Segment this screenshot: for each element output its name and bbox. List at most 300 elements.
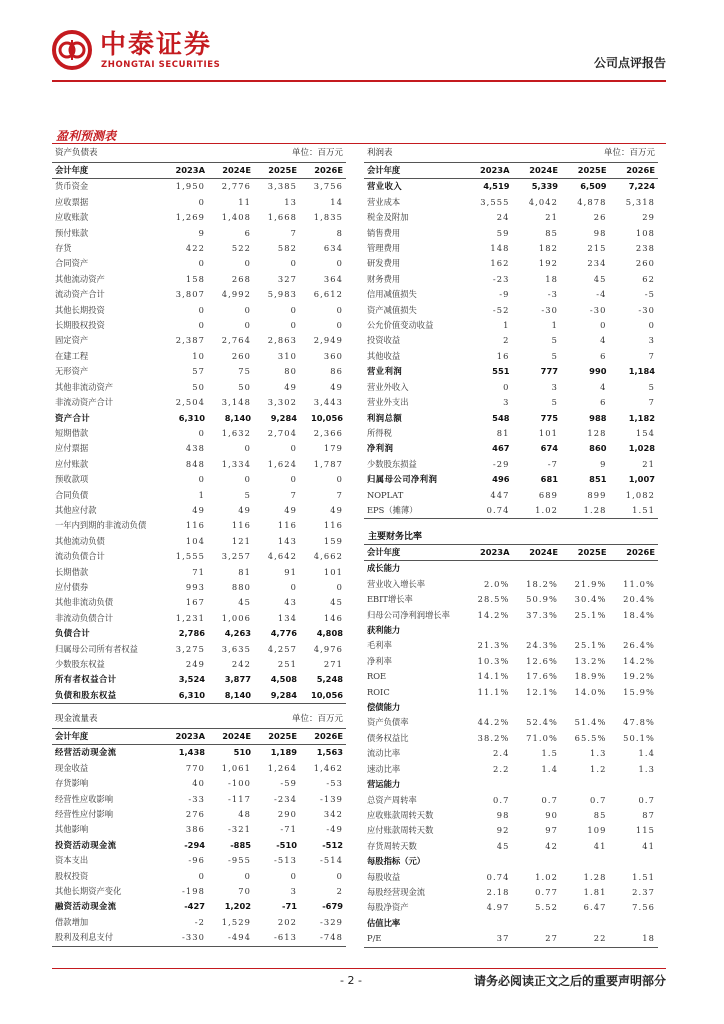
row-value	[610, 561, 659, 577]
row-value: 1	[503, 320, 510, 331]
row-value: 49	[192, 504, 205, 515]
row-value: 20.4%	[623, 594, 655, 605]
column-header-year: 2023A	[162, 729, 208, 745]
row-value: 1,555	[175, 551, 205, 562]
row-value: -4	[596, 289, 607, 300]
row-value: 41	[593, 840, 607, 851]
zhongtai-logo-icon	[52, 30, 92, 70]
row-value: 1.51	[610, 503, 659, 519]
page-number: - 2 -	[340, 974, 362, 987]
row-value: 7	[648, 397, 655, 408]
row-value: 3,807	[175, 289, 205, 300]
row-value: -748	[300, 930, 346, 946]
table-row	[52, 807, 346, 822]
row-label: 应收票据	[55, 196, 89, 207]
row-value: 1,787	[313, 458, 343, 469]
row-label: 税金及附加	[367, 212, 409, 223]
brand-name-english: ZHONGTAI SECURITIES	[101, 60, 221, 70]
page-header	[0, 0, 724, 90]
row-value: 2.37	[632, 886, 655, 897]
row-value: 689	[538, 489, 558, 500]
row-value: 30.4%	[574, 594, 607, 605]
row-value	[610, 916, 659, 931]
row-value: 364	[323, 273, 343, 284]
row-value: 17.6%	[526, 671, 558, 682]
table-row	[52, 776, 346, 791]
row-label: 营运能力	[367, 779, 401, 790]
row-value	[610, 623, 659, 638]
row-value: 2.18	[486, 886, 510, 897]
row-value: 0.7	[590, 794, 607, 805]
row-value	[513, 561, 562, 577]
row-value: 9,284	[254, 688, 300, 704]
row-label: 投资收益	[367, 335, 401, 346]
row-value: 5	[551, 397, 558, 408]
section-divider	[52, 143, 666, 144]
row-value: 310	[277, 350, 297, 361]
row-value: 50	[192, 381, 205, 392]
row-label: 应付债券	[55, 581, 89, 592]
row-value	[561, 854, 610, 869]
section-title: 盈利预测表	[56, 129, 117, 143]
row-label: 归属母公司净利润	[367, 474, 438, 485]
row-value: 11	[238, 196, 251, 207]
row-label: 存货	[55, 243, 72, 254]
row-value: 1,950	[175, 181, 205, 192]
row-label: 融资活动现金流	[55, 901, 117, 912]
row-label: 其他流动负债	[55, 535, 105, 546]
row-value: 0.7	[493, 794, 510, 805]
column-header-year: 2025E	[561, 163, 610, 179]
row-value: 27	[513, 931, 562, 947]
table-row	[364, 715, 658, 730]
table-group-row	[364, 916, 658, 931]
row-value: 1.2	[590, 763, 607, 774]
row-label: 存货影响	[55, 778, 89, 789]
table-row	[52, 642, 346, 657]
row-value: 1	[198, 489, 205, 500]
row-value: -427	[184, 901, 205, 912]
table-caption: 利润表	[367, 148, 393, 158]
row-value: 342	[323, 809, 343, 820]
row-label: 经营活动现金流	[55, 747, 117, 758]
row-value: 26	[593, 212, 607, 223]
row-label: 其他应付款	[55, 504, 97, 515]
table-unit: 单位：百万元	[603, 148, 655, 158]
row-value: 4,263	[224, 628, 251, 639]
row-value: 12.6%	[526, 655, 558, 666]
row-value: 4,642	[267, 551, 297, 562]
row-value: -23	[492, 273, 510, 284]
row-value: 777	[540, 366, 558, 377]
row-value: -294	[184, 839, 205, 850]
row-value: 1,835	[313, 212, 343, 223]
row-value: 49	[284, 504, 297, 515]
row-value: 158	[185, 273, 205, 284]
column-header-year: 2026E	[610, 545, 659, 561]
row-value	[561, 623, 610, 638]
row-value: 215	[587, 243, 607, 254]
column-header-year: 2025E	[561, 545, 610, 561]
row-label: 净利润	[367, 443, 394, 454]
row-label: 每股净资产	[367, 902, 409, 913]
row-value: 87	[642, 809, 655, 820]
row-value: 162	[490, 258, 510, 269]
row-value: 251	[277, 659, 297, 669]
row-value: -329	[319, 916, 343, 927]
row-value: 848	[185, 458, 205, 469]
row-label: 存货周转天数	[367, 840, 417, 851]
table-row	[364, 839, 658, 854]
row-value: 8,140	[224, 412, 251, 423]
row-value: 18.2%	[526, 578, 558, 589]
row-label: 负债和股东权益	[52, 688, 162, 704]
row-value: 148	[490, 243, 510, 254]
row-value: 0	[198, 474, 205, 485]
table-row	[364, 472, 658, 487]
table-row	[52, 349, 346, 364]
row-value: 0	[290, 474, 297, 485]
row-value: 7	[290, 227, 297, 238]
table-row	[52, 611, 346, 626]
row-value: 21.9%	[574, 578, 607, 589]
row-value: 2	[336, 886, 343, 897]
row-value: 0.7	[541, 794, 558, 805]
row-value: -330	[162, 930, 208, 946]
row-label: 股权投资	[55, 870, 89, 881]
row-value: 993	[185, 581, 205, 592]
row-label: 其他非流动负债	[55, 597, 114, 608]
row-label: 借款增加	[55, 916, 89, 927]
row-value: -30	[638, 304, 655, 315]
table-row	[52, 256, 346, 271]
row-value: 438	[185, 443, 205, 454]
row-label: 资本支出	[55, 855, 89, 866]
row-value: 5,339	[531, 181, 558, 192]
row-value: 29	[642, 212, 655, 223]
table-row	[364, 823, 658, 838]
table-group-row	[364, 777, 658, 792]
row-value: 467	[492, 443, 510, 454]
row-label: 应付账款周转天数	[367, 825, 434, 836]
row-label: P/E	[364, 931, 464, 947]
row-value: 447	[490, 489, 510, 500]
row-value: 3,148	[221, 397, 251, 408]
table-row	[52, 745, 346, 761]
table-row	[52, 657, 346, 672]
row-value: 4,257	[267, 643, 297, 654]
row-label: EPS（摊薄）	[364, 503, 464, 519]
row-value: 121	[231, 535, 251, 546]
table-row	[52, 534, 346, 549]
table-row	[52, 195, 346, 210]
row-label: 其他影响	[55, 824, 89, 835]
row-label: 少数股东权益	[55, 659, 105, 669]
row-value: 496	[492, 474, 510, 485]
row-value	[464, 854, 513, 869]
row-value: 52.4%	[526, 717, 558, 728]
row-value: 91	[284, 566, 297, 577]
row-value: 50.9%	[526, 594, 558, 605]
row-value: 18.4%	[623, 609, 655, 620]
table-row	[364, 333, 658, 348]
row-value: 0	[336, 870, 343, 881]
row-value: -53	[326, 778, 343, 789]
row-value: 2.2	[493, 763, 510, 774]
column-header-year: 2023A	[162, 163, 208, 179]
table-row	[52, 838, 346, 853]
row-value: 1,189	[270, 747, 297, 758]
row-value: 1.5	[541, 748, 558, 759]
row-value: 0.74	[486, 871, 510, 882]
row-value: -100	[227, 778, 251, 789]
table-row	[52, 792, 346, 807]
row-value: 71	[192, 566, 205, 577]
row-label: 每股经营现金流	[367, 886, 426, 897]
table-row	[364, 685, 658, 700]
table-row	[364, 669, 658, 684]
row-value: 360	[323, 350, 343, 361]
row-value: 15.9%	[623, 686, 655, 697]
row-value: 2,764	[221, 335, 251, 346]
row-value: 202	[277, 916, 297, 927]
table-row	[52, 287, 346, 302]
row-value: 0	[336, 581, 343, 592]
row-value: 18	[545, 273, 558, 284]
row-label: 其他非流动资产	[55, 381, 114, 392]
row-value: 146	[323, 612, 343, 623]
row-value: 4.97	[486, 902, 510, 913]
row-value: 0	[336, 304, 343, 315]
row-value: 116	[277, 520, 297, 531]
row-label: ROE	[367, 671, 387, 682]
row-value	[464, 777, 513, 792]
row-value: 57	[192, 366, 205, 377]
row-value: 5,983	[267, 289, 297, 300]
row-value: 0	[336, 320, 343, 331]
row-value: 1,334	[221, 458, 251, 469]
column-header-year: 2026E	[300, 163, 346, 179]
row-value: 2,366	[313, 427, 343, 438]
row-value: 0.77	[535, 886, 558, 897]
row-value	[610, 777, 659, 792]
row-value: 0	[290, 581, 297, 592]
financial-ratios-table	[364, 544, 658, 948]
table-row	[364, 900, 658, 915]
row-value: 0	[290, 304, 297, 315]
row-value: 6,310	[162, 688, 208, 704]
row-value: 4	[600, 335, 607, 346]
row-value: 1,028	[628, 443, 655, 454]
row-label: 经营性应收影响	[55, 793, 114, 804]
row-value: -5	[644, 289, 655, 300]
row-value: 10	[192, 350, 205, 361]
row-value: 13	[284, 196, 297, 207]
row-value: 4,776	[270, 628, 297, 639]
row-value: 3	[551, 381, 558, 392]
row-value: 5	[551, 335, 558, 346]
row-value: 234	[587, 258, 607, 269]
column-header-year: 2023A	[464, 163, 513, 179]
row-value: 28.5%	[477, 594, 510, 605]
row-label: 应付票据	[55, 443, 89, 454]
row-value: 14.2%	[477, 609, 510, 620]
table-row	[364, 226, 658, 241]
row-label: 偿债能力	[367, 702, 401, 713]
row-value: 101	[538, 427, 558, 438]
brand-name: 中泰证券	[100, 30, 213, 60]
row-label: 长期股权投资	[55, 320, 105, 331]
row-value: 0	[600, 320, 607, 331]
row-label: 获利能力	[367, 625, 401, 636]
row-value: 104	[185, 535, 205, 546]
row-value	[513, 700, 562, 715]
row-value: 6	[244, 227, 251, 238]
table-header-row	[52, 163, 346, 179]
row-value: 6	[600, 350, 607, 361]
row-label: 营业成本	[367, 196, 401, 207]
table-row	[364, 931, 658, 947]
row-value: 75	[238, 366, 251, 377]
row-value: 1.02	[535, 871, 558, 882]
row-value: 2.0%	[484, 578, 510, 589]
row-value: -29	[492, 458, 510, 469]
row-value: 327	[277, 273, 297, 284]
row-value: 1.02	[513, 503, 562, 519]
table-row	[52, 395, 346, 410]
table-row	[364, 638, 658, 653]
row-label: 归属母公司所有者权益	[55, 643, 138, 654]
row-label: 长期借款	[55, 566, 89, 577]
table-row	[364, 349, 658, 364]
table-row	[52, 411, 346, 426]
row-value: -33	[188, 793, 205, 804]
row-value	[513, 623, 562, 638]
table-row	[52, 210, 346, 225]
row-value	[464, 700, 513, 715]
row-value: 24.3%	[526, 640, 558, 651]
row-label: 资产负债率	[367, 717, 409, 728]
row-value: 6,509	[580, 181, 607, 192]
table-row	[364, 364, 658, 379]
row-value: 271	[323, 659, 343, 669]
row-value: 249	[185, 659, 205, 669]
row-value: 49	[330, 381, 343, 392]
row-value: 18.9%	[574, 671, 607, 682]
row-value: 10,056	[300, 688, 346, 704]
row-value: 10.3%	[477, 655, 510, 666]
row-value: 116	[185, 520, 205, 531]
row-value: 1,264	[267, 762, 297, 773]
row-label: 其他长期投资	[55, 304, 105, 315]
table-row	[364, 592, 658, 607]
row-value: 0	[290, 443, 297, 454]
row-value: 37.3%	[526, 609, 558, 620]
row-value: 0	[290, 320, 297, 331]
row-value: 41	[642, 840, 655, 851]
row-value	[561, 916, 610, 931]
row-label: 净利率	[367, 655, 392, 666]
row-value: -613	[254, 930, 300, 946]
row-value: 50.1%	[623, 732, 655, 743]
row-value: 1,231	[175, 612, 205, 623]
row-value: 43	[284, 597, 297, 608]
row-value: -49	[326, 824, 343, 835]
row-value: 81	[496, 427, 510, 438]
row-label: 非流动负债合计	[55, 612, 114, 623]
row-value: 1.28	[583, 871, 607, 882]
row-value: 238	[635, 243, 655, 254]
table-caption: 资产负债表	[55, 148, 98, 158]
row-value: 634	[323, 243, 343, 254]
row-value: 2,949	[313, 335, 343, 346]
table-row	[364, 731, 658, 746]
table-row	[364, 488, 658, 503]
row-value: 422	[185, 243, 205, 254]
row-value: 14.2%	[623, 655, 655, 666]
table-row	[52, 318, 346, 333]
row-label: 一年内到期的非流动负债	[55, 520, 147, 531]
row-value: 2,863	[267, 335, 297, 346]
table-group-row	[364, 561, 658, 577]
row-label: 销售费用	[367, 227, 401, 238]
column-header-year: 2025E	[254, 729, 300, 745]
row-label: 债务权益比	[367, 732, 409, 743]
row-value: 26.4%	[623, 640, 655, 651]
table-row	[364, 303, 658, 318]
row-value: 1.28	[561, 503, 610, 519]
table-row	[52, 565, 346, 580]
row-value: 40	[192, 778, 205, 789]
row-value: 4,662	[313, 551, 343, 562]
row-label: 预收款项	[55, 474, 89, 485]
row-value: 14.0%	[574, 686, 607, 697]
row-value: -30	[589, 304, 607, 315]
table-row	[52, 272, 346, 287]
row-label: 应付账款	[55, 458, 89, 469]
row-value: 4,508	[270, 674, 297, 685]
row-value: 551	[492, 366, 510, 377]
row-value: 1,632	[221, 427, 251, 438]
row-value: 5.52	[535, 902, 558, 913]
row-label: 管理费用	[367, 243, 401, 254]
row-label: 公允价值变动收益	[367, 320, 434, 331]
row-label: 资产合计	[55, 412, 91, 423]
table-row	[52, 761, 346, 776]
table-row	[52, 853, 346, 868]
row-value: 21	[642, 458, 655, 469]
row-value: 47.8%	[623, 717, 655, 728]
footer-divider	[52, 968, 666, 969]
row-value: 6,612	[313, 289, 343, 300]
row-value: 860	[589, 443, 607, 454]
row-label: 应收账款	[55, 212, 89, 223]
financial-ratios-title: 主要财务比率	[368, 532, 423, 542]
row-value: 1,082	[625, 489, 655, 500]
row-value: 3	[648, 335, 655, 346]
row-value: 276	[185, 809, 205, 820]
row-value: 1,462	[313, 762, 343, 773]
table-row	[364, 426, 658, 441]
row-value: 0	[244, 304, 251, 315]
row-value: 51.4%	[574, 717, 607, 728]
row-value: 59	[496, 227, 510, 238]
row-value: 5,248	[316, 674, 343, 685]
table-row	[52, 595, 346, 610]
table-row	[364, 380, 658, 395]
row-value: 522	[231, 243, 251, 254]
row-value	[610, 854, 659, 869]
